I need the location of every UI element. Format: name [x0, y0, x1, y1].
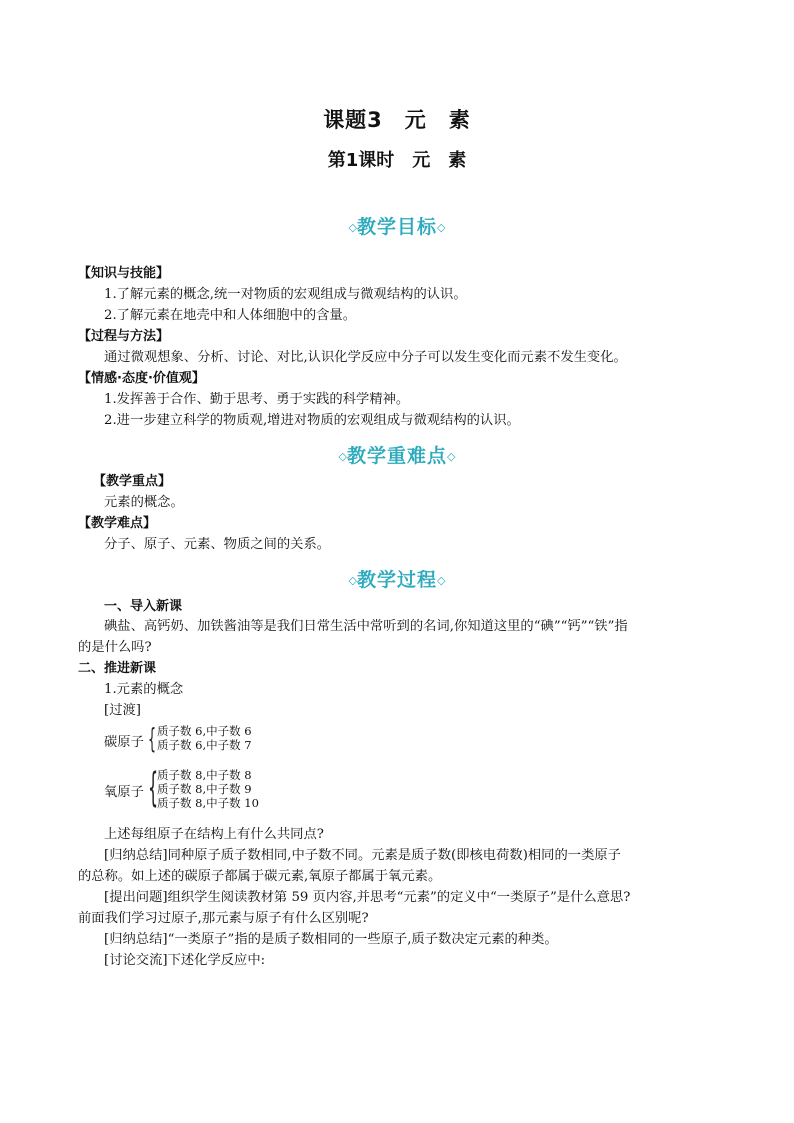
oxygen-atom-label: 氧原子 [104, 785, 144, 800]
question-text: 上述每组原子在结构上有什么共同点? [104, 827, 324, 842]
diamond-icon: ◇ [437, 221, 446, 234]
diamond-icon: ◇ [338, 450, 347, 463]
part1-heading: 一、导入新课 [104, 599, 183, 614]
knowledge-heading: 【知识与技能】 [78, 266, 170, 281]
process-method-item-1: 通过微观想象、分析、讨论、对比,认识化学反应中分子可以发生变化而元素不发生变化。 [104, 350, 627, 365]
difficulty-heading: 【教学难点】 [78, 516, 157, 531]
part1-text-line-1: 碘盐、高钙奶、加铁酱油等是我们日常生活中常听到的名词,你知道这里的“碘”“钙”“铁”指 [104, 619, 628, 634]
process-method-heading: 【过程与方法】 [78, 329, 170, 344]
knowledge-item-1: 1.了解元素的概念,统一对物质的宏观组成与微观结构的认识。 [104, 287, 467, 302]
part1-text-line-2: 的是什么吗? [78, 640, 152, 655]
summary1-line-2: 的总称。如上述的碳原子都属于碳元素,氧原子都属于氧元素。 [78, 869, 442, 884]
knowledge-item-2: 2.了解元素在地壳中和人体细胞中的含量。 [104, 308, 357, 323]
diamond-icon: ◇ [437, 574, 446, 587]
carbon-atom-label: 碳原子 [104, 735, 144, 750]
focus-text: 元素的概念。 [104, 495, 184, 510]
section-heading-process: ◇教学过程◇ [348, 569, 446, 591]
emotion-item-1: 1.发挥善于合作、勤于思考、勇于实践的科学精神。 [104, 392, 410, 407]
focus-heading: 【教学重点】 [93, 474, 172, 489]
oxygen-isotope-2: 质子数 8,中子数 9 [157, 782, 252, 796]
part2-heading: 二、推进新课 [78, 661, 157, 676]
lesson-subtitle: 第1课时 元 素 [327, 150, 467, 171]
summary1-line-1: [归纳总结]同种原子质子数相同,中子数不同。元素是质子数(即核电荷数)相同的一类原子 [104, 848, 621, 863]
diamond-icon: ◇ [348, 574, 357, 587]
diamond-icon: ◇ [447, 450, 456, 463]
emotion-heading: 【情感·态度·价值观】 [78, 371, 205, 386]
lesson-title: 课题3 元 素 [323, 108, 471, 132]
oxygen-isotope-3: 质子数 8,中子数 10 [157, 796, 259, 810]
carbon-isotope-2: 质子数 6,中子数 7 [157, 738, 252, 752]
oxygen-isotope-1: 质子数 8,中子数 8 [157, 768, 252, 782]
transition-tag: [过渡] [104, 703, 141, 718]
discussion-text: [讨论交流]下述化学反应中: [104, 953, 266, 968]
raise-question-line-2: 前面我们学习过原子,那元素与原子有什么区别呢? [78, 911, 369, 926]
difficulty-text: 分子、原子、元素、物质之间的关系。 [104, 537, 331, 552]
brace-icon: { [148, 765, 159, 811]
item1-heading: 1.元素的概念 [104, 682, 184, 697]
summary2-text: [归纳总结]“一类原子”指的是质子数相同的一些原子,质子数决定元素的种类。 [104, 932, 558, 947]
diamond-icon: ◇ [348, 221, 357, 234]
brace-icon: { [148, 722, 157, 755]
section-heading-objectives: ◇教学目标◇ [348, 216, 446, 238]
emotion-item-2: 2.进一步建立科学的物质观,增进对物质的宏观组成与微观结构的认识。 [104, 413, 520, 428]
raise-question-line-1: [提出问题]组织学生阅读教材第 59 页内容,并思考“元素”的定义中“一类原子”是什么意思? [104, 890, 631, 905]
carbon-isotope-1: 质子数 6,中子数 6 [157, 724, 252, 738]
section-heading-key-points: ◇教学重难点◇ [338, 445, 456, 467]
